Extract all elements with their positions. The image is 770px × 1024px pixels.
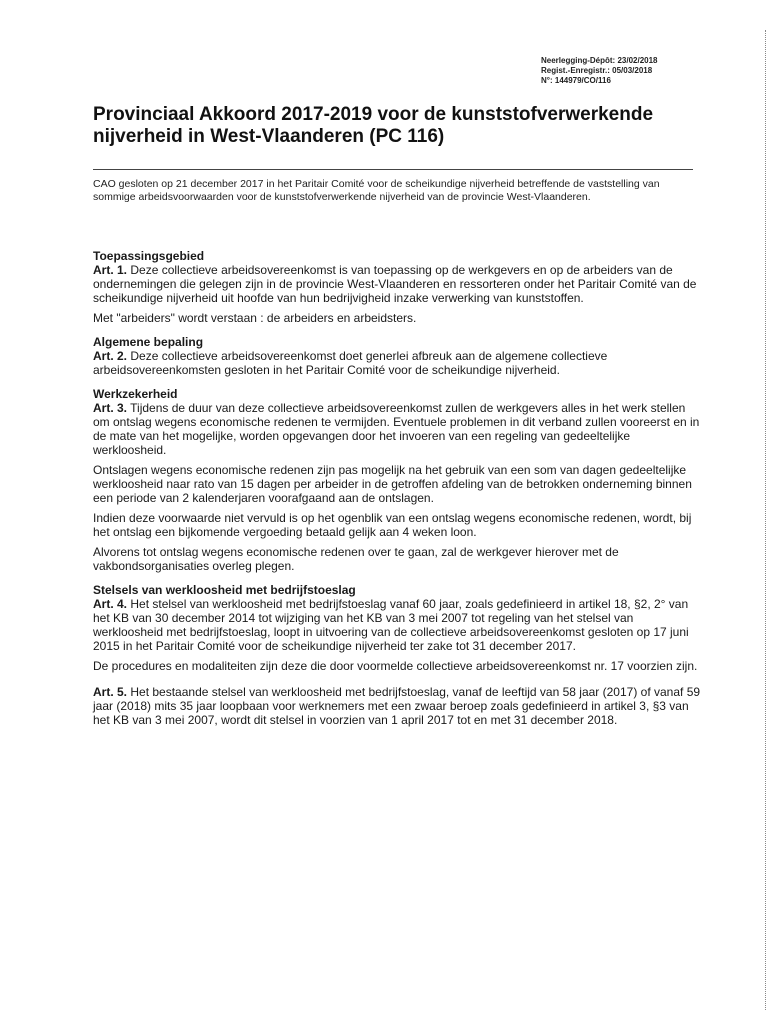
article-number: Art. 1. [93, 263, 128, 277]
section-stelsels [93, 583, 703, 727]
intro-paragraph: CAO gesloten op 21 december 2017 in het Paritair Comité voor de scheikundige nijverheid betreffende de vaststelling van sommige arbeidsvoorwaarden voor de kunststofverwerkende nijverheid van de provincie West-Vlaanderen. [93, 178, 660, 203]
section-heading: Werkzekerheid [93, 387, 178, 401]
title-divider [93, 169, 693, 170]
scan-edge-line [763, 30, 766, 1010]
paragraph: Alvorens tot ontslag wegens economische redenen over te gaan, zal de werkgever hierover met de vakbondsorganisaties overleg plegen. [93, 545, 619, 573]
article-text: Het bestaande stelsel van werkloosheid met bedrijfstoeslag, vanaf de leeftijd van 58 jaar (2017) of vanaf 59 jaar (2018) mits 35 jaar loopbaan voor werknemers met een zwaar beroep zoals gedefinieerd in artikel 3, §3 van het KB van 3 mei 2007, wordt dit stelsel in voorzien van 1 april 2017 tot en met 31 december 2018. [93, 685, 701, 727]
article-number: Art. 2. [93, 349, 128, 363]
stamp-deposit-date: Neerlegging-Dépôt: 23/02/2018 [541, 56, 658, 65]
section-heading: Toepassingsgebied [93, 249, 205, 263]
article-text: Tijdens de duur van deze collectieve arbeidsovereenkomst zullen de werkgevers alles in het werk stellen om ontslag wegens economische redenen te vermijden. Eventuele problemen in dit verband zullen vooreerst en in de mate van het mogelijke, worden opgevangen door het invoeren van een regeling van gedeeltelijke werkloosheid. [93, 401, 700, 457]
stamp-number: N°: 144979/CO/116 [541, 76, 611, 85]
section-heading: Stelsels van werkloosheid met bedrijfstoeslag [93, 583, 356, 597]
article-paragraph [93, 401, 703, 457]
section-werkzekerheid [93, 387, 703, 573]
section-algemene-bepaling [93, 335, 703, 377]
article-number: Art. 3. [93, 401, 128, 415]
document-body [93, 249, 703, 737]
paragraph: Indien deze voorwaarde niet vervuld is op het ogenblik van een ontslag wegens economische redenen, wordt, bij het ontslag een bijkomende vergoeding betaald gelijk aan 4 weken loon. [93, 511, 692, 539]
document-title: Provinciaal Akkoord 2017-2019 voor de kunststofverwerkende nijverheid in West-Vlaanderen (PC 116) [93, 104, 654, 147]
article-number: Art. 4. [93, 597, 128, 611]
registration-stamp [541, 56, 657, 86]
paragraph: Ontslagen wegens economische redenen zijn pas mogelijk na het gebruik van een som van dagen gedeeltelijke werkloosheid naar rato van 15 dagen per arbeider in de getroffen afdeling van de betrokken onderneming binnen een periode van 2 kalenderjaren voorafgaand aan de ontslagen. [93, 463, 692, 505]
article-paragraph [93, 597, 703, 653]
paragraph: Met "arbeiders" wordt verstaan : de arbeiders en arbeidsters. [93, 311, 417, 325]
article-paragraph [93, 685, 703, 727]
section-toepassingsgebied [93, 249, 703, 325]
article-paragraph [93, 263, 703, 305]
article-number: Art. 5. [93, 685, 128, 699]
stamp-registration-date: Regist.-Enregistr.: 05/03/2018 [541, 66, 653, 75]
paragraph: De procedures en modaliteiten zijn deze die door voormelde collectieve arbeidsovereenkomst nr. 17 voorzien zijn. [93, 659, 698, 673]
article-text: Deze collectieve arbeidsovereenkomst is van toepassing op de werkgevers en op de arbeiders van de ondernemingen die gelegen zijn in de provincie West-Vlaanderen en ressorteren onder het Paritair Comité van de scheikundige nijverheid uit hoofde van hun bedrijvigheid inzake verwerking van kunststoffen. [93, 263, 697, 305]
section-heading: Algemene bepaling [93, 335, 204, 349]
article-text: Deze collectieve arbeidsovereenkomst doet generlei afbreuk aan de algemene collectieve arbeidsovereenkomsten gesloten in het Paritair Comité voor de scheikundige nijverheid. [93, 349, 608, 377]
article-text: Het stelsel van werkloosheid met bedrijfstoeslag vanaf 60 jaar, zoals gedefinieerd in artikel 18, §2, 2° van het KB van 30 december 2014 tot wijziging van het KB van 3 mei 2007 tot regeling van het stelsel van werkloosheid met bedrijfstoeslag, loopt in uitvoering van de collectieve arbeidsovereenkomst gesloten op 17 juni 2015 in het Paritair Comité voor de scheikundige nijverheid ter zake tot 31 december 2017. [93, 597, 689, 653]
article-paragraph [93, 349, 703, 377]
